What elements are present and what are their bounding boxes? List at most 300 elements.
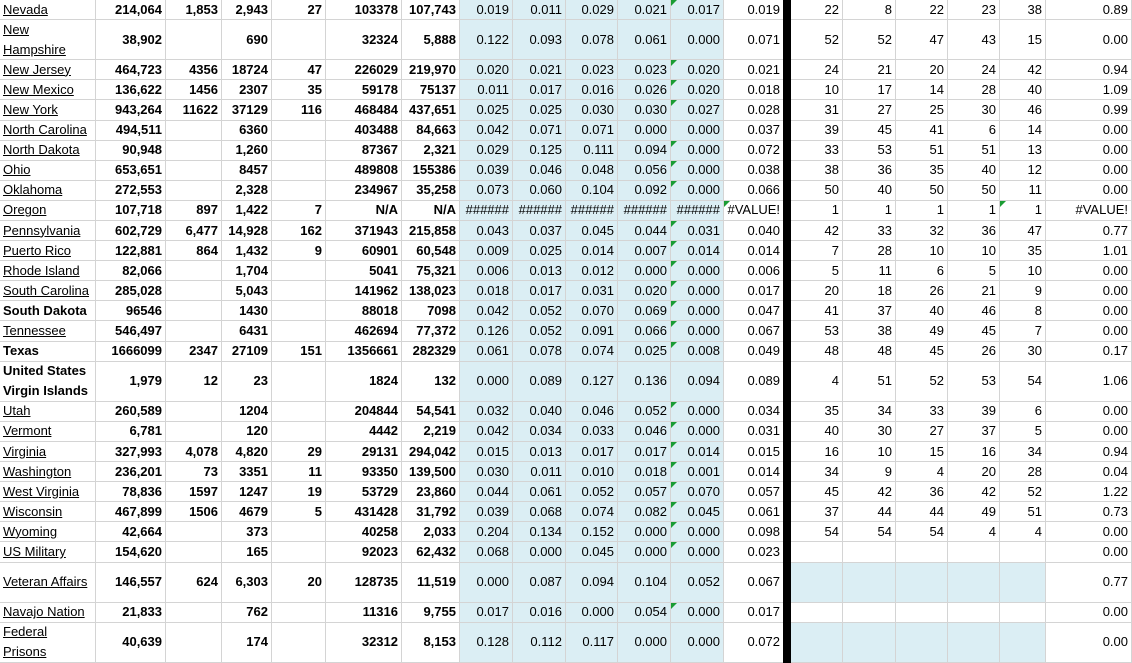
data-cell[interactable]: 0.038 [724, 161, 784, 180]
data-cell[interactable]: 73 [166, 462, 222, 481]
data-cell[interactable]: 0.008 [671, 342, 724, 361]
data-cell[interactable]: 0.046 [618, 422, 671, 441]
data-cell[interactable]: 0.000 [671, 181, 724, 200]
data-cell[interactable]: 155386 [402, 161, 460, 180]
data-cell[interactable]: 44 [896, 502, 948, 521]
data-cell[interactable]: 50 [948, 181, 1000, 200]
data-cell[interactable]: 17 [843, 80, 896, 99]
data-cell[interactable]: 236,201 [96, 462, 166, 481]
data-cell[interactable]: 0.031 [724, 422, 784, 441]
data-cell[interactable]: 45 [843, 121, 896, 140]
data-cell[interactable]: 0.039 [460, 502, 513, 521]
data-cell[interactable]: 24 [791, 60, 843, 79]
data-cell[interactable]: 0.052 [618, 402, 671, 421]
data-cell[interactable]: 0.048 [566, 161, 618, 180]
state-name-cell[interactable]: Wisconsin [0, 502, 96, 521]
data-cell[interactable]: 26 [948, 342, 1000, 361]
data-cell[interactable]: 8,153 [402, 623, 460, 662]
data-cell[interactable]: 0.045 [566, 542, 618, 561]
data-cell[interactable] [843, 603, 896, 622]
data-cell[interactable]: 0.001 [671, 462, 724, 481]
data-cell[interactable]: 31,792 [402, 502, 460, 521]
data-cell[interactable]: 0.021 [513, 60, 566, 79]
data-cell[interactable]: 0.067 [724, 563, 784, 602]
data-cell[interactable]: 0.77 [1046, 221, 1132, 240]
data-cell[interactable]: 0.010 [566, 462, 618, 481]
data-cell[interactable]: 11316 [326, 603, 402, 622]
data-cell[interactable]: 0.000 [671, 261, 724, 280]
data-cell[interactable]: 2307 [222, 80, 272, 99]
data-cell[interactable]: 0.00 [1046, 161, 1132, 180]
data-cell[interactable]: 464,723 [96, 60, 166, 79]
data-cell[interactable] [272, 121, 326, 140]
data-cell[interactable]: N/A [326, 201, 402, 220]
state-name-cell[interactable]: Ohio [0, 161, 96, 180]
state-name-cell[interactable]: Navajo Nation [0, 603, 96, 622]
data-cell[interactable]: 0.061 [724, 502, 784, 521]
data-cell[interactable]: 60901 [326, 241, 402, 260]
data-cell[interactable]: 215,858 [402, 221, 460, 240]
data-cell[interactable]: 116 [272, 100, 326, 119]
data-cell[interactable]: 96546 [96, 301, 166, 320]
data-cell[interactable]: 39 [948, 402, 1000, 421]
data-cell[interactable]: 0.025 [618, 342, 671, 361]
data-cell[interactable]: 0.000 [671, 422, 724, 441]
data-cell[interactable]: 897 [166, 201, 222, 220]
data-cell[interactable] [1000, 542, 1046, 561]
data-cell[interactable]: 0.000 [671, 321, 724, 340]
data-cell[interactable]: 0.023 [618, 60, 671, 79]
state-name-cell[interactable]: Veteran Affairs [0, 563, 96, 602]
data-cell[interactable]: 54 [791, 522, 843, 541]
data-cell[interactable]: 37 [843, 301, 896, 320]
data-cell[interactable]: 1 [896, 201, 948, 220]
data-cell[interactable]: 40 [1000, 80, 1046, 99]
data-cell[interactable]: 21,833 [96, 603, 166, 622]
data-cell[interactable]: 27 [272, 0, 326, 19]
data-cell[interactable]: 6431 [222, 321, 272, 340]
data-cell[interactable]: 1 [843, 201, 896, 220]
data-cell[interactable]: 1,260 [222, 141, 272, 160]
data-cell[interactable]: 0.136 [618, 362, 671, 401]
data-cell[interactable]: 21 [843, 60, 896, 79]
data-cell[interactable] [272, 161, 326, 180]
data-cell[interactable]: 0.000 [671, 623, 724, 662]
data-cell[interactable]: 4,820 [222, 442, 272, 461]
data-cell[interactable]: 0.030 [618, 100, 671, 119]
data-cell[interactable]: 29 [272, 442, 326, 461]
data-cell[interactable]: 0.017 [566, 442, 618, 461]
data-cell[interactable] [948, 563, 1000, 602]
data-cell[interactable]: 53729 [326, 482, 402, 501]
data-cell[interactable]: 0.00 [1046, 141, 1132, 160]
data-cell[interactable]: 15 [896, 442, 948, 461]
data-cell[interactable]: 0.000 [618, 261, 671, 280]
data-cell[interactable]: 0.127 [566, 362, 618, 401]
data-cell[interactable]: 35 [1000, 241, 1046, 260]
data-cell[interactable]: 0.128 [460, 623, 513, 662]
data-cell[interactable] [272, 422, 326, 441]
data-cell[interactable]: 5041 [326, 261, 402, 280]
data-cell[interactable]: 4 [896, 462, 948, 481]
data-cell[interactable]: 146,557 [96, 563, 166, 602]
data-cell[interactable]: 0.134 [513, 522, 566, 541]
data-cell[interactable]: 0.104 [618, 563, 671, 602]
data-cell[interactable]: 653,651 [96, 161, 166, 180]
data-cell[interactable]: 1 [948, 201, 1000, 220]
data-cell[interactable]: 0.029 [566, 0, 618, 19]
data-cell[interactable]: 8457 [222, 161, 272, 180]
data-cell[interactable]: 0.049 [724, 342, 784, 361]
data-cell[interactable]: 1247 [222, 482, 272, 501]
data-cell[interactable] [272, 542, 326, 561]
data-cell[interactable]: 0.074 [566, 342, 618, 361]
data-cell[interactable]: 26 [896, 281, 948, 300]
data-cell[interactable]: #VALUE! [1046, 201, 1132, 220]
data-cell[interactable]: 28 [948, 80, 1000, 99]
data-cell[interactable]: 50 [896, 181, 948, 200]
data-cell[interactable]: 0.057 [618, 482, 671, 501]
data-cell[interactable]: 154,620 [96, 542, 166, 561]
data-cell[interactable]: 494,511 [96, 121, 166, 140]
data-cell[interactable]: 107,718 [96, 201, 166, 220]
data-cell[interactable]: 0.011 [513, 0, 566, 19]
data-cell[interactable]: 23 [222, 362, 272, 401]
data-cell[interactable]: 0.025 [460, 100, 513, 119]
data-cell[interactable]: 0.014 [566, 241, 618, 260]
data-cell[interactable]: 53 [843, 141, 896, 160]
data-cell[interactable]: 0.026 [618, 80, 671, 99]
data-cell[interactable]: 36 [843, 161, 896, 180]
data-cell[interactable]: 0.111 [566, 141, 618, 160]
data-cell[interactable]: 14 [896, 80, 948, 99]
data-cell[interactable]: 0.093 [513, 20, 566, 59]
data-cell[interactable]: 2,321 [402, 141, 460, 160]
data-cell[interactable]: 0.017 [513, 80, 566, 99]
data-cell[interactable]: 0.013 [513, 442, 566, 461]
data-cell[interactable]: 30 [843, 422, 896, 441]
data-cell[interactable]: 0.000 [671, 402, 724, 421]
data-cell[interactable]: 11 [272, 462, 326, 481]
state-name-cell[interactable]: South Dakota [0, 301, 96, 320]
data-cell[interactable]: 0.00 [1046, 402, 1132, 421]
data-cell[interactable]: 174 [222, 623, 272, 662]
data-cell[interactable]: 18 [843, 281, 896, 300]
data-cell[interactable] [272, 522, 326, 541]
data-cell[interactable]: 20 [896, 60, 948, 79]
data-cell[interactable]: 1824 [326, 362, 402, 401]
data-cell[interactable] [948, 603, 1000, 622]
data-cell[interactable]: 5 [791, 261, 843, 280]
data-cell[interactable]: 0.104 [566, 181, 618, 200]
data-cell[interactable] [166, 121, 222, 140]
data-cell[interactable]: 48 [843, 342, 896, 361]
data-cell[interactable]: 1,853 [166, 0, 222, 19]
data-cell[interactable]: 42,664 [96, 522, 166, 541]
data-cell[interactable]: 0.040 [724, 221, 784, 240]
data-cell[interactable]: ###### [618, 201, 671, 220]
data-cell[interactable]: 0.152 [566, 522, 618, 541]
data-cell[interactable]: 11 [1000, 181, 1046, 200]
data-cell[interactable]: 51 [948, 141, 1000, 160]
data-cell[interactable]: 32 [896, 221, 948, 240]
data-cell[interactable]: 90,948 [96, 141, 166, 160]
data-cell[interactable]: 24 [948, 60, 1000, 79]
data-cell[interactable]: 0.000 [460, 563, 513, 602]
data-cell[interactable]: 373 [222, 522, 272, 541]
data-cell[interactable]: 0.087 [513, 563, 566, 602]
data-cell[interactable] [166, 301, 222, 320]
data-cell[interactable]: 0.052 [513, 321, 566, 340]
state-name-cell[interactable]: South Carolina [0, 281, 96, 300]
data-cell[interactable]: 602,729 [96, 221, 166, 240]
data-cell[interactable]: 103378 [326, 0, 402, 19]
state-name-cell[interactable]: US Military [0, 542, 96, 561]
data-cell[interactable] [272, 301, 326, 320]
data-cell[interactable]: ###### [460, 201, 513, 220]
data-cell[interactable]: 403488 [326, 121, 402, 140]
data-cell[interactable]: 7 [791, 241, 843, 260]
data-cell[interactable]: 0.014 [671, 442, 724, 461]
data-cell[interactable]: 294,042 [402, 442, 460, 461]
data-cell[interactable]: 32312 [326, 623, 402, 662]
data-cell[interactable]: 38 [791, 161, 843, 180]
data-cell[interactable]: 36 [896, 482, 948, 501]
data-cell[interactable]: 0.00 [1046, 281, 1132, 300]
data-cell[interactable] [272, 141, 326, 160]
data-cell[interactable]: 4 [791, 362, 843, 401]
data-cell[interactable]: 4 [948, 522, 1000, 541]
data-cell[interactable]: 0.034 [724, 402, 784, 421]
data-cell[interactable] [791, 603, 843, 622]
state-name-cell[interactable]: Rhode Island [0, 261, 96, 280]
data-cell[interactable]: 0.031 [566, 281, 618, 300]
data-cell[interactable]: 33 [843, 221, 896, 240]
data-cell[interactable]: 78,836 [96, 482, 166, 501]
data-cell[interactable]: 0.000 [566, 603, 618, 622]
data-cell[interactable]: 0.204 [460, 522, 513, 541]
data-cell[interactable]: 0.073 [460, 181, 513, 200]
data-cell[interactable]: 0.00 [1046, 623, 1132, 662]
data-cell[interactable]: 0.00 [1046, 181, 1132, 200]
data-cell[interactable]: 0.066 [618, 321, 671, 340]
data-cell[interactable]: 22 [791, 0, 843, 19]
data-cell[interactable] [1000, 603, 1046, 622]
data-cell[interactable]: 54 [1000, 362, 1046, 401]
data-cell[interactable] [791, 623, 843, 662]
data-cell[interactable]: 0.030 [460, 462, 513, 481]
data-cell[interactable]: ###### [566, 201, 618, 220]
data-cell[interactable]: 0.000 [671, 542, 724, 561]
data-cell[interactable]: 38,902 [96, 20, 166, 59]
data-cell[interactable]: 41 [896, 121, 948, 140]
data-cell[interactable]: 0.00 [1046, 603, 1132, 622]
state-name-cell[interactable]: Nevada [0, 0, 96, 19]
data-cell[interactable]: 0.00 [1046, 261, 1132, 280]
data-cell[interactable]: 34 [843, 402, 896, 421]
data-cell[interactable]: 46 [948, 301, 1000, 320]
data-cell[interactable]: 0.056 [618, 161, 671, 180]
data-cell[interactable]: 33 [791, 141, 843, 160]
data-cell[interactable]: 0.126 [460, 321, 513, 340]
data-cell[interactable]: 2,943 [222, 0, 272, 19]
data-cell[interactable] [1000, 563, 1046, 602]
data-cell[interactable]: 0.044 [460, 482, 513, 501]
data-cell[interactable]: 42 [791, 221, 843, 240]
data-cell[interactable]: 165 [222, 542, 272, 561]
data-cell[interactable]: 37 [791, 502, 843, 521]
data-cell[interactable]: 0.089 [724, 362, 784, 401]
data-cell[interactable] [166, 402, 222, 421]
data-cell[interactable]: 12 [166, 362, 222, 401]
data-cell[interactable]: 0.082 [618, 502, 671, 521]
data-cell[interactable]: 14 [1000, 121, 1046, 140]
data-cell[interactable]: 39 [791, 121, 843, 140]
data-cell[interactable] [166, 261, 222, 280]
data-cell[interactable] [896, 623, 948, 662]
data-cell[interactable] [272, 362, 326, 401]
data-cell[interactable]: 0.015 [460, 442, 513, 461]
data-cell[interactable]: 28 [1000, 462, 1046, 481]
data-cell[interactable]: 0.072 [724, 623, 784, 662]
data-cell[interactable]: 18724 [222, 60, 272, 79]
data-cell[interactable]: 0.039 [460, 161, 513, 180]
data-cell[interactable]: 9,755 [402, 603, 460, 622]
data-cell[interactable]: 4 [1000, 522, 1046, 541]
data-cell[interactable]: 52 [896, 362, 948, 401]
data-cell[interactable]: 9 [1000, 281, 1046, 300]
data-cell[interactable]: 0.000 [618, 542, 671, 561]
state-name-cell[interactable]: Virginia [0, 442, 96, 461]
data-cell[interactable]: 2,219 [402, 422, 460, 441]
data-cell[interactable]: 0.098 [724, 522, 784, 541]
data-cell[interactable] [166, 20, 222, 59]
data-cell[interactable]: 762 [222, 603, 272, 622]
data-cell[interactable]: 45 [948, 321, 1000, 340]
data-cell[interactable]: 0.017 [671, 0, 724, 19]
data-cell[interactable]: 10 [896, 241, 948, 260]
data-cell[interactable]: 59178 [326, 80, 402, 99]
data-cell[interactable]: 4356 [166, 60, 222, 79]
data-cell[interactable]: 0.046 [513, 161, 566, 180]
state-name-cell[interactable]: Federal Prisons [0, 623, 96, 662]
data-cell[interactable]: 1.22 [1046, 482, 1132, 501]
data-cell[interactable]: 4,078 [166, 442, 222, 461]
data-cell[interactable]: 40 [843, 181, 896, 200]
data-cell[interactable]: 0.047 [724, 301, 784, 320]
data-cell[interactable]: 0.070 [566, 301, 618, 320]
data-cell[interactable]: 0.016 [513, 603, 566, 622]
data-cell[interactable]: 25 [896, 100, 948, 119]
data-cell[interactable]: 0.000 [618, 522, 671, 541]
data-cell[interactable]: 122,881 [96, 241, 166, 260]
data-cell[interactable]: 0.045 [671, 502, 724, 521]
data-cell[interactable]: 9 [843, 462, 896, 481]
data-cell[interactable]: 0.04 [1046, 462, 1132, 481]
data-cell[interactable]: 489808 [326, 161, 402, 180]
data-cell[interactable]: 49 [948, 502, 1000, 521]
data-cell[interactable]: 9 [272, 241, 326, 260]
data-cell[interactable]: 3351 [222, 462, 272, 481]
data-cell[interactable] [272, 20, 326, 59]
data-cell[interactable]: 49 [896, 321, 948, 340]
state-name-cell[interactable]: North Dakota [0, 141, 96, 160]
data-cell[interactable]: 0.000 [671, 20, 724, 59]
data-cell[interactable]: 51 [896, 141, 948, 160]
data-cell[interactable]: 0.043 [460, 221, 513, 240]
data-cell[interactable] [896, 542, 948, 561]
data-cell[interactable]: 15 [1000, 20, 1046, 59]
data-cell[interactable]: 0.014 [724, 241, 784, 260]
data-cell[interactable]: 16 [948, 442, 1000, 461]
data-cell[interactable]: 107,743 [402, 0, 460, 19]
data-cell[interactable]: 0.042 [460, 301, 513, 320]
data-cell[interactable] [166, 542, 222, 561]
data-cell[interactable]: 0.060 [513, 181, 566, 200]
data-cell[interactable]: 11,519 [402, 563, 460, 602]
data-cell[interactable]: 0.018 [618, 462, 671, 481]
data-cell[interactable]: 0.006 [460, 261, 513, 280]
data-cell[interactable]: 0.000 [671, 281, 724, 300]
data-cell[interactable]: 0.042 [460, 422, 513, 441]
data-cell[interactable]: 0.89 [1046, 0, 1132, 19]
data-cell[interactable]: 33 [896, 402, 948, 421]
data-cell[interactable]: 128735 [326, 563, 402, 602]
data-cell[interactable]: 624 [166, 563, 222, 602]
data-cell[interactable]: 0.034 [513, 422, 566, 441]
data-cell[interactable]: 0.037 [724, 121, 784, 140]
data-cell[interactable]: 1,979 [96, 362, 166, 401]
data-cell[interactable]: 37 [948, 422, 1000, 441]
data-cell[interactable]: 46 [1000, 100, 1046, 119]
data-cell[interactable]: 0.00 [1046, 20, 1132, 59]
data-cell[interactable]: 10 [843, 442, 896, 461]
data-cell[interactable]: 75,321 [402, 261, 460, 280]
data-cell[interactable]: 285,028 [96, 281, 166, 300]
data-cell[interactable]: 35 [896, 161, 948, 180]
data-cell[interactable]: ###### [513, 201, 566, 220]
data-cell[interactable]: 0.112 [513, 623, 566, 662]
data-cell[interactable] [272, 603, 326, 622]
data-cell[interactable] [166, 181, 222, 200]
data-cell[interactable]: 51 [843, 362, 896, 401]
data-cell[interactable]: 0.000 [671, 141, 724, 160]
data-cell[interactable]: 7098 [402, 301, 460, 320]
data-cell[interactable]: 132 [402, 362, 460, 401]
data-cell[interactable]: 6 [896, 261, 948, 280]
data-cell[interactable]: 87367 [326, 141, 402, 160]
data-cell[interactable] [843, 623, 896, 662]
data-cell[interactable]: 0.071 [566, 121, 618, 140]
data-cell[interactable]: 0.089 [513, 362, 566, 401]
data-cell[interactable]: 0.007 [618, 241, 671, 260]
data-cell[interactable]: 0.94 [1046, 442, 1132, 461]
data-cell[interactable]: 14,928 [222, 221, 272, 240]
data-cell[interactable]: 53 [791, 321, 843, 340]
data-cell[interactable]: 31 [791, 100, 843, 119]
data-cell[interactable]: 0.117 [566, 623, 618, 662]
data-cell[interactable]: ###### [671, 201, 724, 220]
data-cell[interactable]: 1666099 [96, 342, 166, 361]
data-cell[interactable]: 0.000 [671, 161, 724, 180]
data-cell[interactable]: 35 [272, 80, 326, 99]
data-cell[interactable]: 1.01 [1046, 241, 1132, 260]
state-name-cell[interactable]: New Jersey [0, 60, 96, 79]
data-cell[interactable]: 40 [896, 301, 948, 320]
data-cell[interactable]: 44 [843, 502, 896, 521]
data-cell[interactable]: 35 [791, 402, 843, 421]
data-cell[interactable]: 2,328 [222, 181, 272, 200]
